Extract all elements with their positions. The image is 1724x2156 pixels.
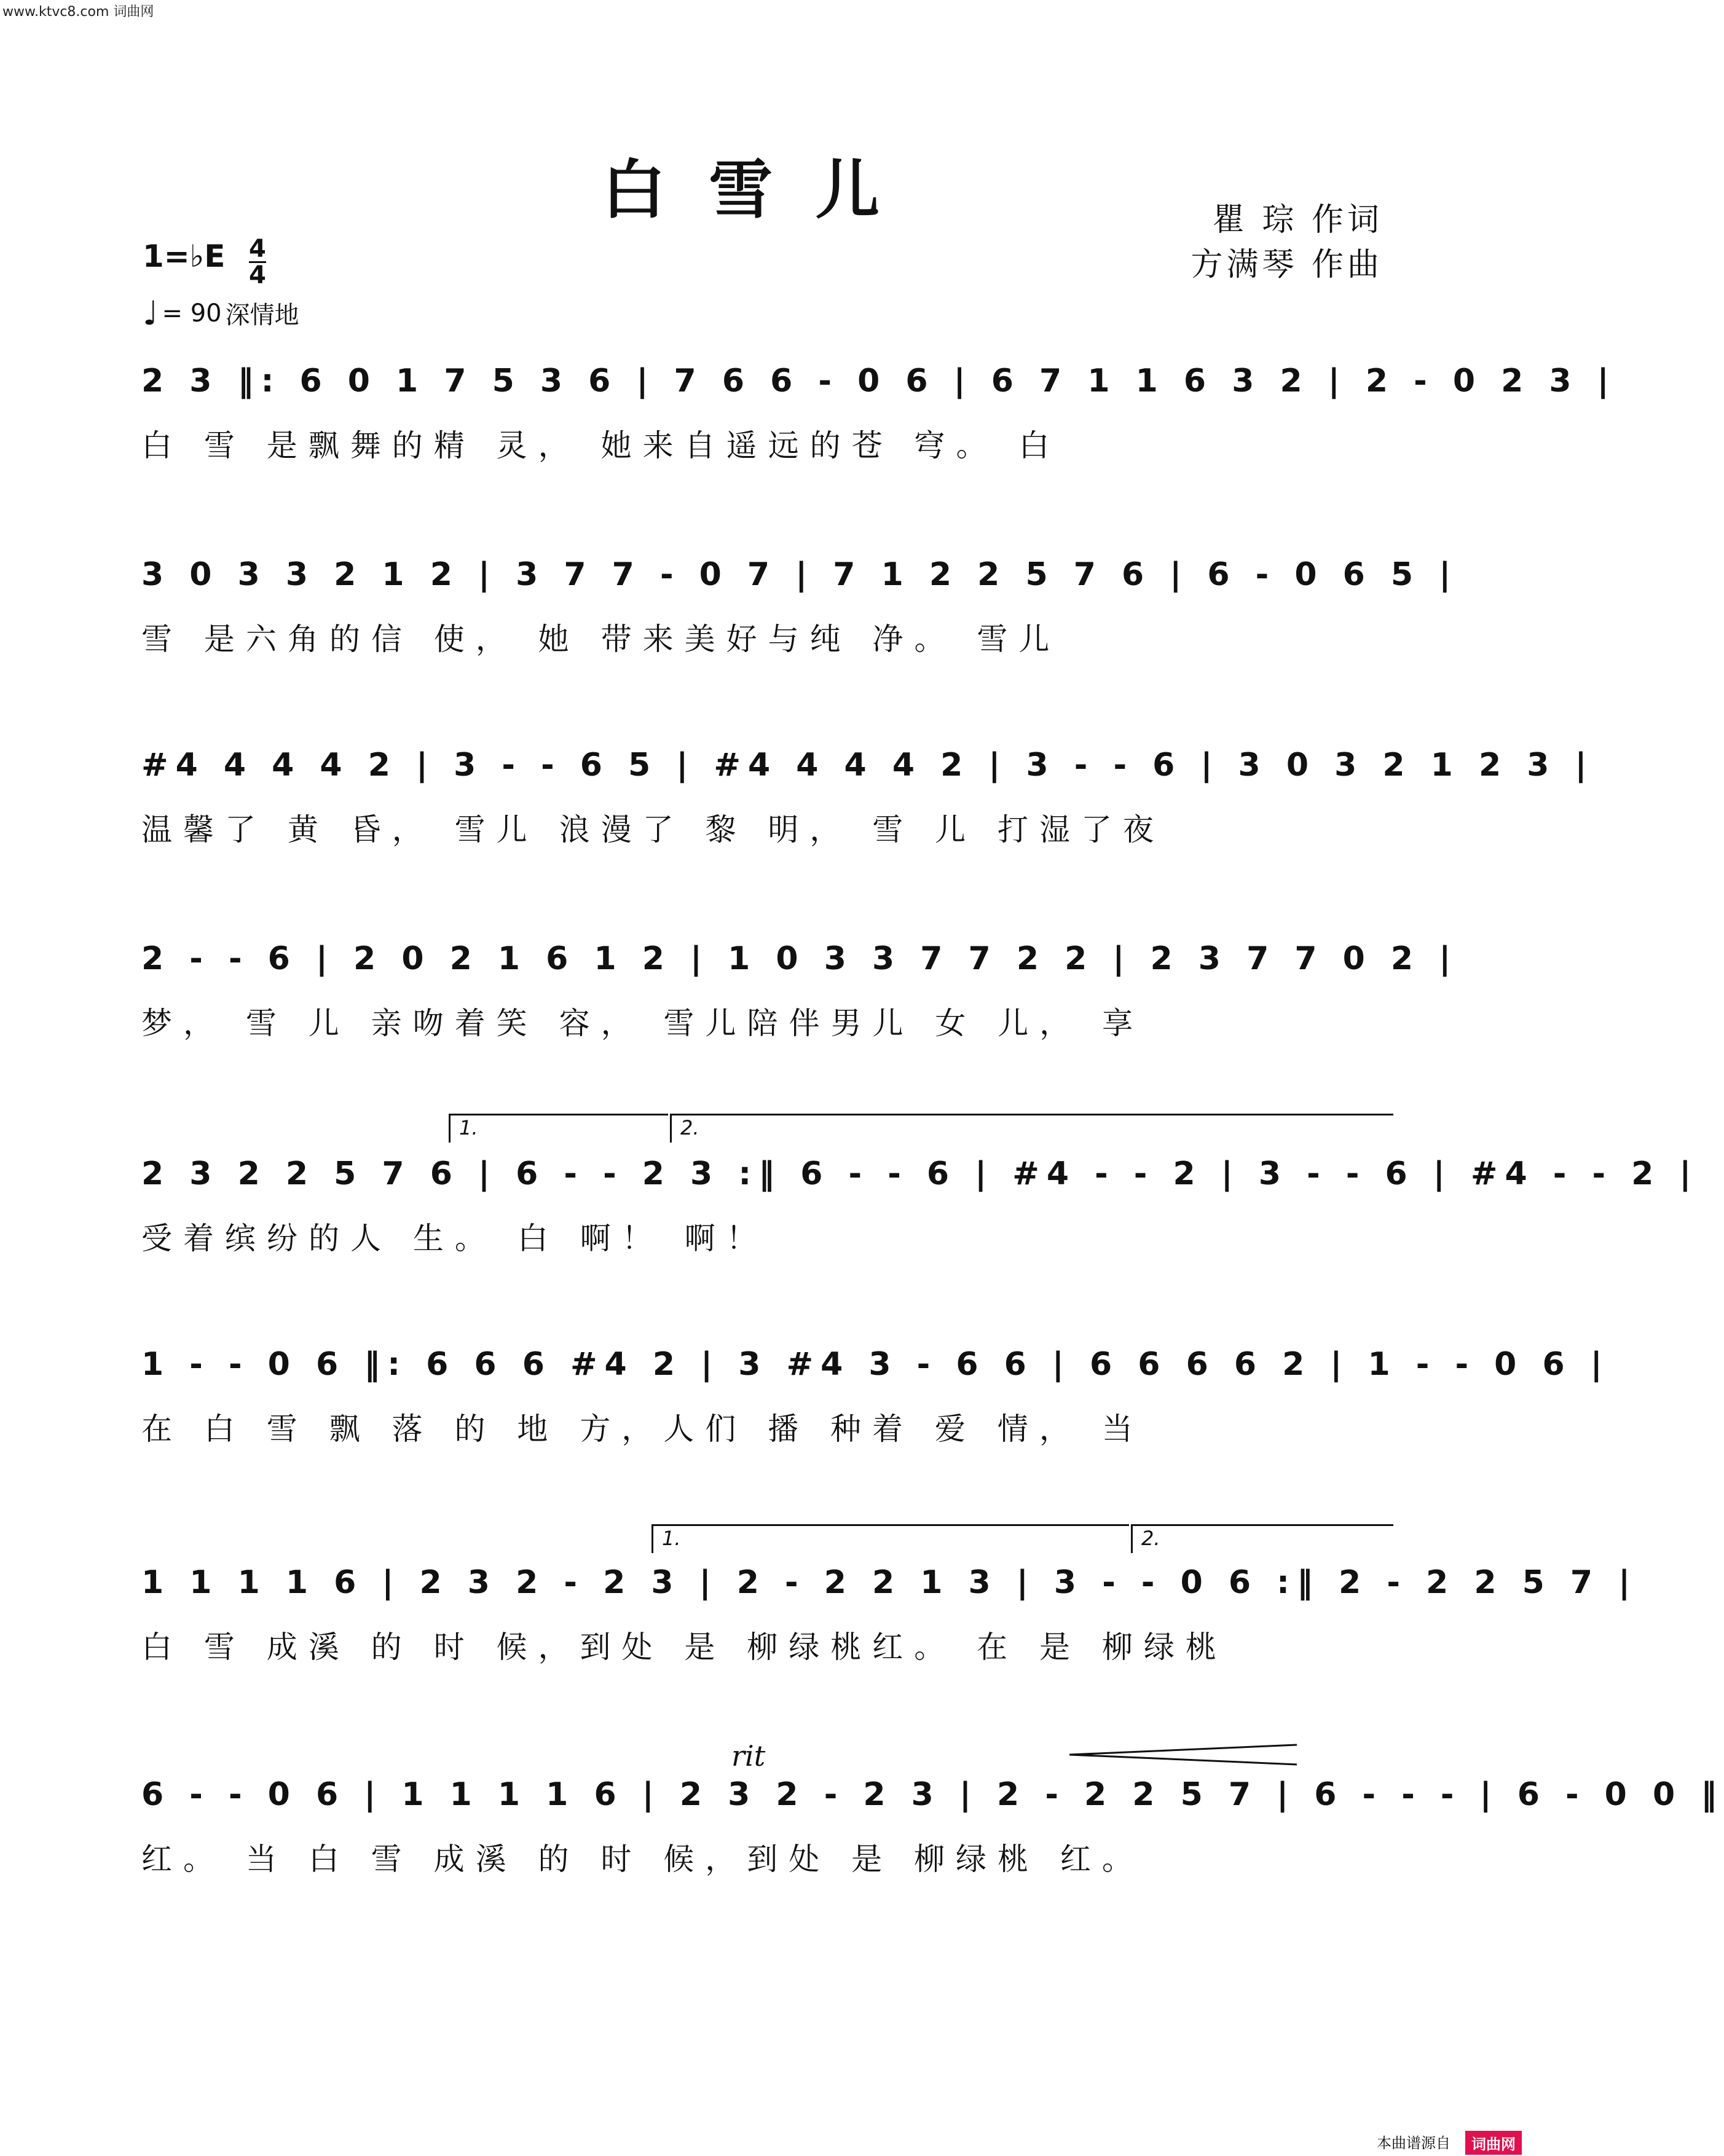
notes-line-6: 1 - - 0 6 ‖: 6 6 6 #4 2 | 3 #4 3 - 6 6 | 6 6 6 6 2 | 1 - - 0 6 | [141,1346,1610,1383]
quarter-note-icon: ♩ [143,294,159,332]
ritardando-marking: rit [731,1739,766,1772]
volta-label-3: 1. [662,1527,681,1550]
volta-second-ending-1 [670,1114,1393,1143]
volta-first-ending-1 [449,1114,668,1143]
time-signature-bottom: 4 [249,261,266,289]
footer-source-text: 本曲谱源自 [1377,2134,1450,2152]
hairpin-upper-line [1069,1745,1297,1755]
volta-second-ending-2 [1131,1524,1393,1553]
notes-line-3: #4 4 4 4 2 | 3 - - 6 5 | #4 4 4 4 2 | 3 - - 6 | 3 0 3 2 1 2 3 | [141,747,1594,784]
lyrics-line-6: 在 白 雪 飘 落 的 地 方，人们 播 种着 爱 情， 当 [141,1411,1144,1447]
notes-line-7: 1 1 1 1 6 | 2 3 2 - 2 3 | 2 - 2 2 1 3 | 3 - - 0 6 :‖ 2 - 2 2 5 7 | [141,1564,1638,1601]
composer-credit: 方满琴 作曲 [1191,246,1383,283]
lyrics-line-2: 雪 是六角的信 使， 她 带来美好与纯 净。 雪儿 [141,621,1061,657]
lyrics-line-7: 白 雪 成溪 的 时 候，到处 是 柳绿桃红。 在 是 柳绿桃 [141,1629,1227,1665]
notes-line-2: 3 0 3 3 2 1 2 | 3 7 7 - 0 7 | 7 1 2 2 5 7 6 | 6 - 0 6 5 | [141,556,1458,593]
hairpin-lower-line [1069,1755,1297,1765]
footer-site-badge[interactable]: 词曲网 [1465,2131,1522,2155]
song-title: 白雪儿 [601,152,923,227]
notes-line-8: 6 - - 0 6 | 1 1 1 1 6 | 2 3 2 - 2 3 | 2 - 2 2 5 7 | 6 - - - | 6 - 0 0 ‖ [141,1776,1724,1813]
notes-line-4: 2 - - 6 | 2 0 2 1 6 1 2 | 1 0 3 3 7 7 2 2 | 2 3 7 7 0 2 | [141,940,1458,977]
lyricist-credit: 瞿 琮 作词 [1212,202,1383,238]
time-signature [249,237,266,288]
notes-line-5: 2 3 2 2 5 7 6 | 6 - - 2 3 :‖ 6 - - 6 | #4 - - 2 | 3 - - 6 | #4 - - 2 | [141,1155,1699,1192]
lyrics-line-1: 白 雪 是飘舞的精 灵， 她来自遥远的苍 穹。 白 [141,428,1061,463]
notes-line-1: 2 3 ‖: 6 0 1 7 5 3 6 | 7 6 6 - 0 6 | 6 7 1 1 6 3 2 | 2 - 0 2 3 | [141,363,1616,399]
decrescendo-hairpin [1069,1742,1303,1767]
time-signature-top: 4 [249,235,266,263]
tempo-marking [143,294,299,332]
lyrics-line-4: 梦， 雪 儿 亲吻着笑 容， 雪儿陪伴男儿 女 儿， 享 [141,1005,1144,1041]
key-signature: 1=♭E [143,238,226,274]
volta-label-2: 2. [680,1116,699,1139]
volta-first-ending-2 [651,1524,1129,1553]
volta-label-4: 2. [1141,1527,1160,1550]
volta-label-1: 1. [459,1116,478,1139]
lyrics-line-3: 温馨了 黄 昏， 雪儿 浪漫了 黎 明， 雪 儿 打湿了夜 [141,812,1165,848]
expression-marking: 深情地 [225,301,299,329]
lyrics-line-5: 受着缤纷的人 生。 白 啊！ 啊！ [141,1221,768,1256]
tempo-value: = 90 [162,299,222,328]
lyrics-line-8: 红。 当 白 雪 成溪 的 时 候，到处 是 柳绿桃 红。 [141,1841,1144,1877]
site-url: www.ktvc8.com 词曲网 [2,4,154,20]
